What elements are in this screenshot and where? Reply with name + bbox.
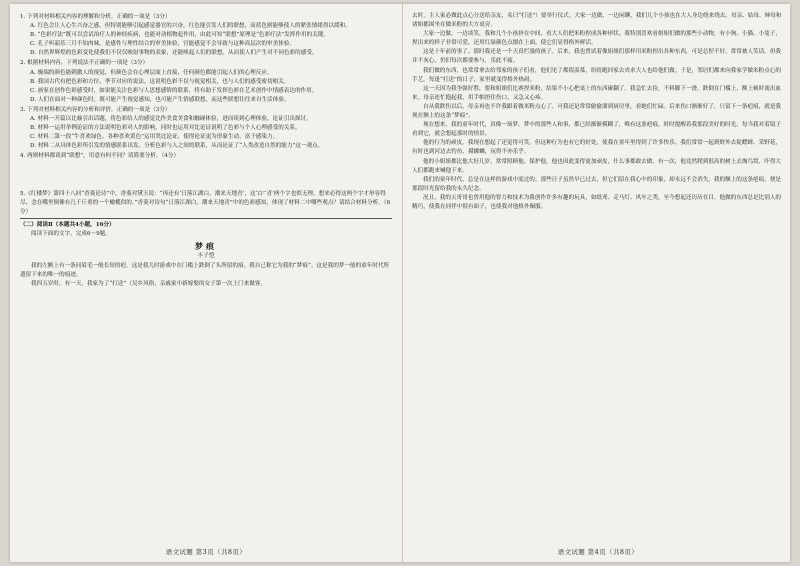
- option-b: B. 我国古代有把色彩和方位、季节对应的说法，这说明色彩不仅与视觉相关，也与人们的感受密切相关。: [30, 78, 290, 85]
- exam-sheet: [10, 4, 790, 562]
- question-2: [20, 59, 392, 104]
- question-3: [20, 106, 392, 151]
- section-heading: （二）阅读Ⅱ（本题共4小题，16分）: [20, 221, 115, 228]
- page-4: [412, 12, 784, 560]
- story-paragraph: 现在想来，我的童年时代，真像一场梦。梦中的那些人和事，都已经渐渐模糊了，唯有这条疤痕，时时提醒着我那段美好的时光。每当我对着镜子看到它，就会想起那时的情景。: [412, 122, 782, 138]
- question-5: [20, 190, 392, 217]
- question-stem: 4. 两则材料都谈到“联想”，用意有何不同？请简要分析。（4分）: [20, 153, 180, 160]
- question-stem: 5.《红楼梦》第四十八回“香菱论诗”中，香菱对黛玉说：“再还有‘日落江湖白，潮来天地青’，这‘白’‘青’两个字也似无理。想来必得这两个字才形容得尽，念在嘴里倒像有几千斤重的一个橄榄似的。”香菱对诗句“日落江湖白，潮来天地青”中的色彩感知，体现了材料二中哪些观点？请结合材料分析。（6分）: [20, 190, 391, 215]
- story-paragraph: 自从我跌伤以后，母亲再也不许我跟着做米粉点心了。可我还是常常偷偷溜到厨房里，看她们忙碌。后来伤口渐渐好了，只留下一条疤痕，就是我现在额上的这条“梦痕”。: [412, 103, 782, 120]
- option-b: B. 材料一运用举例论证的方法说明色彩对人的影响，同时也运用对比论证说明了色彩与个人心理感受的关系。: [30, 125, 301, 132]
- story-paragraph: 去时，主人家必做此点心分送给亲友，名曰“打送”）要举行仪式。大家一边做，一边闲聊，我们几个小孩也在大人身边绕来绕去。母亲、姑母、婶母和诸姐都围坐在做米粉的大方桌旁。: [412, 13, 782, 29]
- story-paragraph: 他的行为的顽皮，我现在想起了还觉得可笑。但这种行为也有它的好处，使我在童年里得到了许多快乐。我们常常一起到野外去捉蟋蟀、采野花，有时也到河边去钓鱼、摸螺蛳，玩得不亦乐乎。: [412, 140, 782, 156]
- question-1: [20, 13, 392, 58]
- option-c: C. 材料二第一段“牛喜欢绿色，各种喜欢黄色”运用类比论证，使得论证更为形象生动、富于感染力。: [30, 134, 279, 141]
- question-stem: 2. 根据材料内容，下列说法不正确的一项是（3分）: [20, 60, 149, 67]
- story-paragraph: 我四五岁时，有一天，我家为了“打送”（吴乡风俗，亲戚家中新嫁娶的女子第一次上门来做客，: [31, 281, 267, 288]
- option-d: D. 人们在面对一种颜色时，既可能产生视觉感知，也可能产生情感联想，而这些联想往往来自生活体验。: [30, 96, 290, 103]
- option-c: C. 孔子听韶乐三月不知肉味，是感性与理性结合的审美体验，官能感觉不会导致与这种高层次的审美体验。: [30, 41, 295, 48]
- story-paragraph: 大家一边做，一边谈笑，我和几个小孩挤在中间，看大人们把米粉捏成各种形状。我特别喜欢看姐姐们做的那些小动物，有小狗、小猫、小兔子，捏出来的样子非常可爱，还用红绿颜色点缀在上面，使它们显得格外鲜活。: [412, 31, 782, 47]
- story-author: 丰子恺: [197, 253, 215, 260]
- question-4: [20, 152, 392, 161]
- page-fold: [402, 4, 403, 562]
- question-stem: 1. 下列对材料相关内容的理解和分析，正确的一项是（3分）: [20, 14, 171, 20]
- section-instruction: 阅读下面的文字，完成6～9题。: [31, 230, 111, 237]
- story-paragraph: 我们做的东西，也常常拿去给邻家的孩子们看，他们见了都很羡慕，纷纷跑回家去央求大人也给他们做。于是，邻居们都来向我家学做米粉点心的手艺。每逢“打送”的日子，家里就变得格外热闹。: [412, 67, 782, 83]
- question-stem: 3. 下列对材料相关内容的分析和评价，正确的一项是（3分）: [20, 106, 171, 113]
- answer-space[interactable]: [20, 162, 392, 189]
- story-paragraph: 况且，我的五哥哥也曾用他的智力和技术为我创作许多有趣的玩具，如纸鸢、走马灯、风车之类，至今想起还历历在目。他做的东西总是比别人的精巧，使我在同伴中很有面子，也使我对他格外佩服。: [412, 194, 782, 210]
- story-paragraph: 我的左额上有一条同眉毛一般长短的疤。这是我儿时游戏中在门槛上跌倒了头所留的痕。我自己称它为我的“梦痕”。这是我的梦一般的童年时代所遗留下来的唯一的痕迹。: [20, 263, 390, 279]
- page-footer: 语文试题 第4页（共8页）: [557, 547, 639, 556]
- story-paragraph: 这是十年前的事了。那时我还是一个天真烂漫的孩子。后来，我也曾试着像姐姐们那样用米粉捏出各种东西，可是总捏不好，常常被人笑话。但我并不灰心，仍旧每次都要参与，乐此不疲。: [412, 49, 782, 65]
- page-footer: 语文试题 第3页（共8页）: [165, 547, 247, 556]
- story-paragraph: 这一天因为我争强好胜，要和姐姐们比赛捏米粉，结果不小心把桌上的东西碰翻了。我急忙去捡，不料脚下一滑，跌倒在门槛上，额上顿时流出血来。母亲连忙抱起我，用手帕捂住伤口，又急又心疼。: [412, 85, 782, 101]
- story-title: 梦痕: [195, 240, 217, 251]
- option-c: C. 画家在创作色彩感受时，如果能关注色彩与人思想感情的联系，将有助于发挥色彩在艺术创作中情感表达的作用。: [30, 87, 318, 94]
- option-b: B. “色彩疗法”既可以尝试治疗人的神经疾病，也能对动植物起作用，由此可知“联想”原理是“色彩疗法”发挥作用的关键。: [30, 32, 329, 39]
- option-d: D. 自然界辉煌的色彩变化使我们不仅仅映射事物的表象，还能唤起人们的联想，从而使人们产生对不同色彩的感受。: [30, 50, 318, 57]
- story-paragraph: 他的小姐姐都比他大好几岁，常常照顾他、保护他，他也因此变得更加顽皮，什么事都敢去做。有一次，他竟然爬到很高的树上去掏鸟窝，吓得大人们都跑来喊他下来。: [412, 158, 782, 174]
- divider: [20, 218, 392, 219]
- page-3: [20, 12, 392, 560]
- option-a: A. 极端的颜色能刺激人的视觉，但颜色会在心理层面上直接，任何颜色都能引起人们的心理反应。: [30, 69, 273, 76]
- option-a: A. 红色会让人心生兴奋之感，但特别能够引起感觉器官的兴奋，红色能引发人们的联想，而蓝色则能够使人的紧张情绪得以缓和。: [30, 23, 351, 30]
- option-d: D. 材料二从具体色彩所引发的情感联系出发，分析色彩与人之间的联系，从而论证了“人类改造自然的能力”这一观点。: [30, 143, 324, 150]
- story-paragraph: 我们的童年时代，总是在这样的游戏中度过的。那些日子虽然早已过去，但它们留在我心中的印象，却永远不会消失。我的额上的这条疤痕，便是那段时光留给我的永久纪念。: [412, 176, 782, 192]
- option-a: A. 材料一开篇以比喻引出话题，将色彩给人的感觉比作美食美食和触碰体验，进而谈到心理体验，论证引出探讨。: [30, 116, 312, 123]
